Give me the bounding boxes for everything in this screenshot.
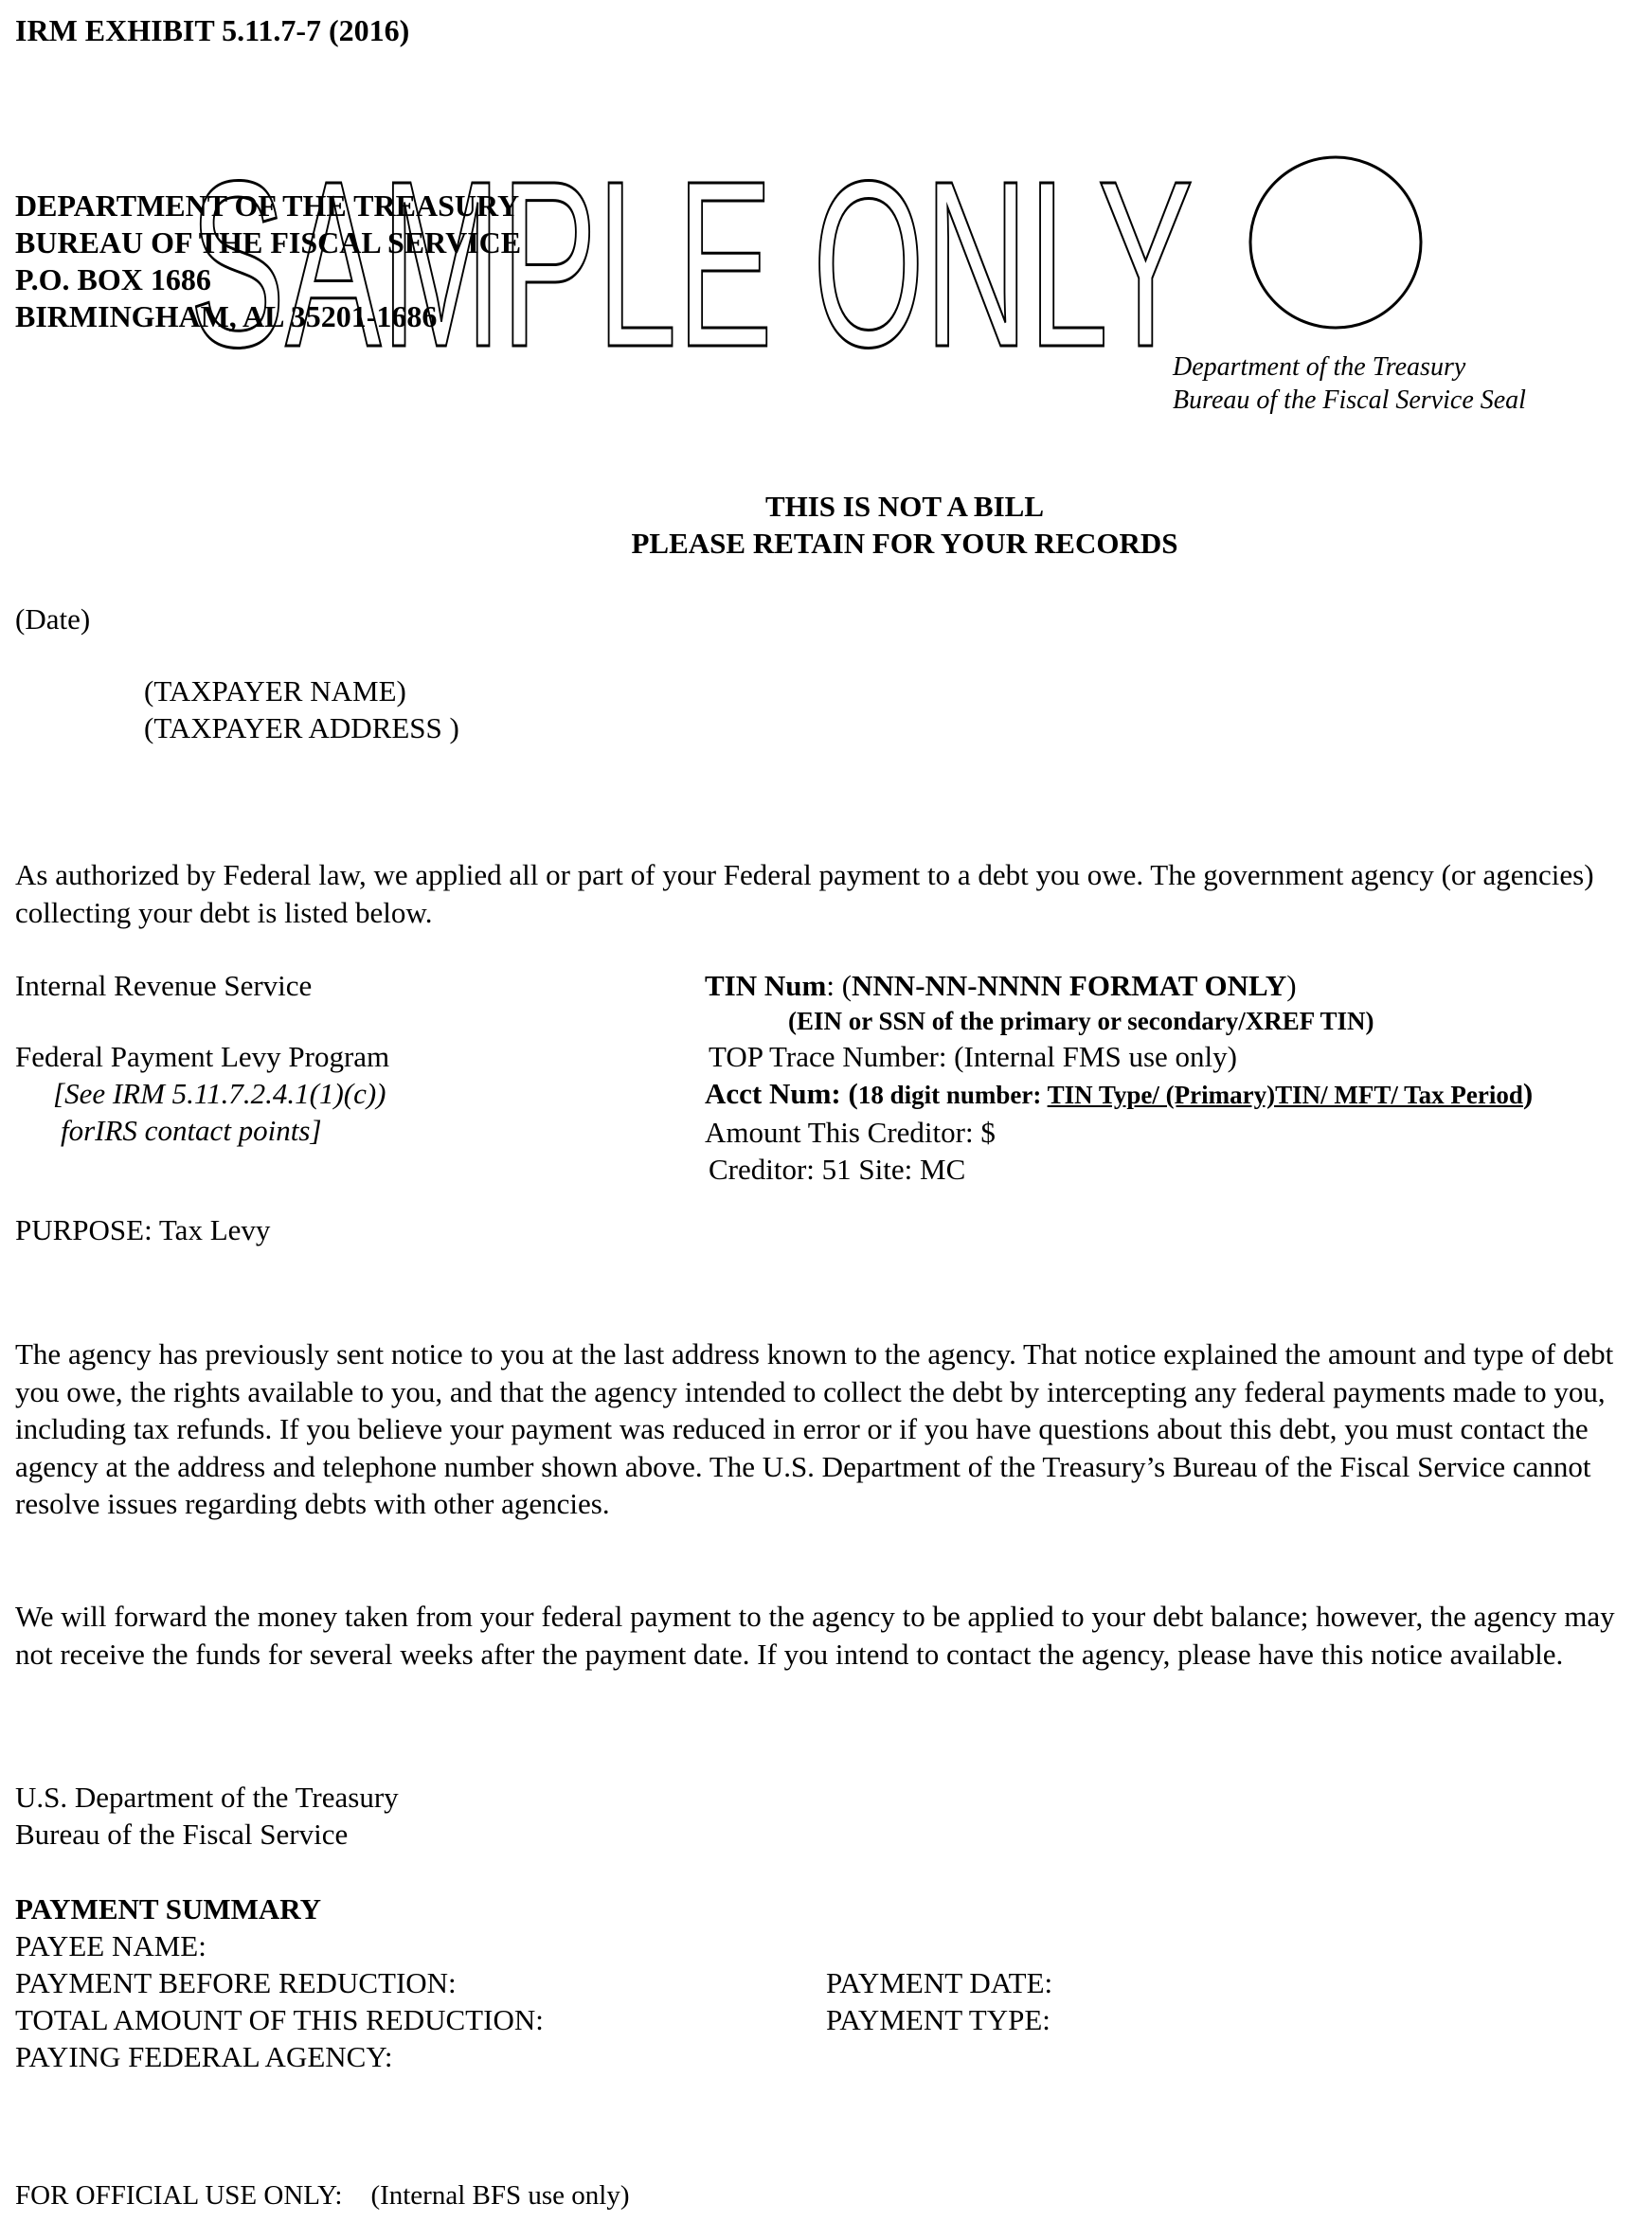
body-paragraph-2: We will forward the money taken from your federal payment to the agency to be applied to your debt balance; however, the agency may not receive the funds for several weeks after the payment date. If you intend to contact the agency, please have this notice available. bbox=[15, 1600, 1615, 1671]
acct-line bbox=[705, 1075, 1533, 1114]
sender-line-4: BIRMINGHAM, AL 35201-1686 bbox=[15, 299, 438, 333]
stamp-text: SAMPLE ONLY bbox=[189, 142, 1194, 369]
payment-date-label: PAYMENT DATE: bbox=[826, 1966, 1053, 1999]
payee-name-label: PAYEE NAME: bbox=[15, 1929, 206, 1962]
acct-label: Acct Num: ( bbox=[705, 1077, 858, 1110]
official-use-note: (Internal BFS use only) bbox=[370, 2180, 630, 2211]
payment-summary bbox=[15, 1890, 544, 2075]
seal-placeholder-circle bbox=[1250, 157, 1421, 328]
signature-line-2: Bureau of the Fiscal Service bbox=[15, 1818, 349, 1851]
payment-summary-heading: PAYMENT SUMMARY bbox=[15, 1892, 321, 1926]
tin-prefix: : ( bbox=[826, 969, 853, 1002]
taxpayer-name: (TAXPAYER NAME) bbox=[144, 674, 406, 708]
paying-agency-label: PAYING FEDERAL AGENCY: bbox=[15, 2040, 393, 2073]
seal-caption-line-1: Department of the Treasury bbox=[1173, 352, 1466, 382]
tin-suffix: ) bbox=[1286, 969, 1297, 1002]
not-a-bill-line-1: THIS IS NOT A BILL bbox=[764, 490, 1045, 523]
payment-type-label: PAYMENT TYPE: bbox=[826, 2003, 1050, 2036]
tin-note: (EIN or SSN of the primary or secondary/XREF TIN) bbox=[788, 1007, 1374, 1035]
sender-line-2: BUREAU OF THE FISCAL SERVICE bbox=[15, 225, 522, 260]
sender-line-1: DEPARTMENT OF THE TREASURY bbox=[15, 188, 520, 223]
exhibit-title: IRM EXHIBIT 5.11.7-7 (2016) bbox=[15, 13, 410, 47]
taxpayer-address: (TAXPAYER ADDRESS ) bbox=[144, 711, 459, 744]
not-a-bill-notice bbox=[0, 488, 1652, 562]
seal-caption-line-2: Bureau of the Fiscal Service Seal bbox=[1173, 385, 1526, 415]
trace-number: TOP Trace Number: (Internal FMS use only) bbox=[709, 1040, 1237, 1073]
date-placeholder: (Date) bbox=[15, 602, 91, 636]
acct-format: TIN Type/ (Primary)TIN/ MFT/ Tax Period bbox=[1047, 1081, 1523, 1109]
total-reduction-label: TOTAL AMOUNT OF THIS REDUCTION: bbox=[15, 2003, 544, 2036]
sender-line-3: P.O. BOX 1686 bbox=[15, 262, 211, 296]
debt-details-block bbox=[705, 967, 1533, 1188]
agency-name: Internal Revenue Service bbox=[15, 969, 313, 1002]
purpose: PURPOSE: Tax Levy bbox=[15, 1213, 271, 1246]
sample-only-watermark bbox=[189, 142, 1440, 369]
tin-label: TIN Num bbox=[705, 969, 827, 1002]
official-use-line bbox=[15, 2180, 630, 2212]
payment-summary-right bbox=[826, 1964, 1052, 2038]
payment-before-reduction-label: PAYMENT BEFORE REDUCTION: bbox=[15, 1966, 457, 1999]
signature-block bbox=[15, 1779, 399, 1853]
agency-block bbox=[15, 967, 389, 1149]
tin-line bbox=[705, 967, 1533, 1004]
tin-format: NNN-NN-NNNN FORMAT ONLY bbox=[852, 969, 1287, 1002]
acct-note: 18 digit number: bbox=[857, 1081, 1048, 1109]
signature-line-1: U.S. Department of the Treasury bbox=[15, 1781, 399, 1814]
creditor-site: Creditor: 51 Site: MC bbox=[709, 1153, 966, 1186]
agency-program: Federal Payment Levy Program bbox=[15, 1040, 390, 1073]
body-paragraph-1: The agency has previously sent notice to you at the last address known to the agency. That notice explained the amount and type of debt you owe, the rights available to you, and that the agency intended to collect the debt by intercepting any federal payments made to you, including tax refunds. If you believe your payment was reduced in error or if you have questions about this debt, you must contact the agency at the address and telephone number shown above. The U.S. Department of the Treasury’s Bureau of the Fiscal Service cannot resolve issues regarding debts with other agencies. bbox=[15, 1337, 1614, 1520]
official-use-label: FOR OFFICIAL USE ONLY: bbox=[15, 2180, 343, 2211]
seal-caption bbox=[1173, 350, 1526, 417]
not-a-bill-line-2: PLEASE RETAIN FOR YOUR RECORDS bbox=[631, 527, 1178, 560]
taxpayer-block bbox=[144, 672, 459, 746]
intro-paragraph: As authorized by Federal law, we applied all or part of your Federal payment to a debt you owe. The government agency (or agencies) collecting your debt is listed below. bbox=[15, 858, 1594, 929]
agency-see-line-1: [See IRM 5.11.7.2.4.1(1)(c)) bbox=[53, 1077, 386, 1110]
acct-close: ) bbox=[1522, 1077, 1534, 1110]
amount-this-creditor: Amount This Creditor: $ bbox=[705, 1116, 996, 1149]
agency-see-line-2: forIRS contact points] bbox=[61, 1114, 322, 1147]
